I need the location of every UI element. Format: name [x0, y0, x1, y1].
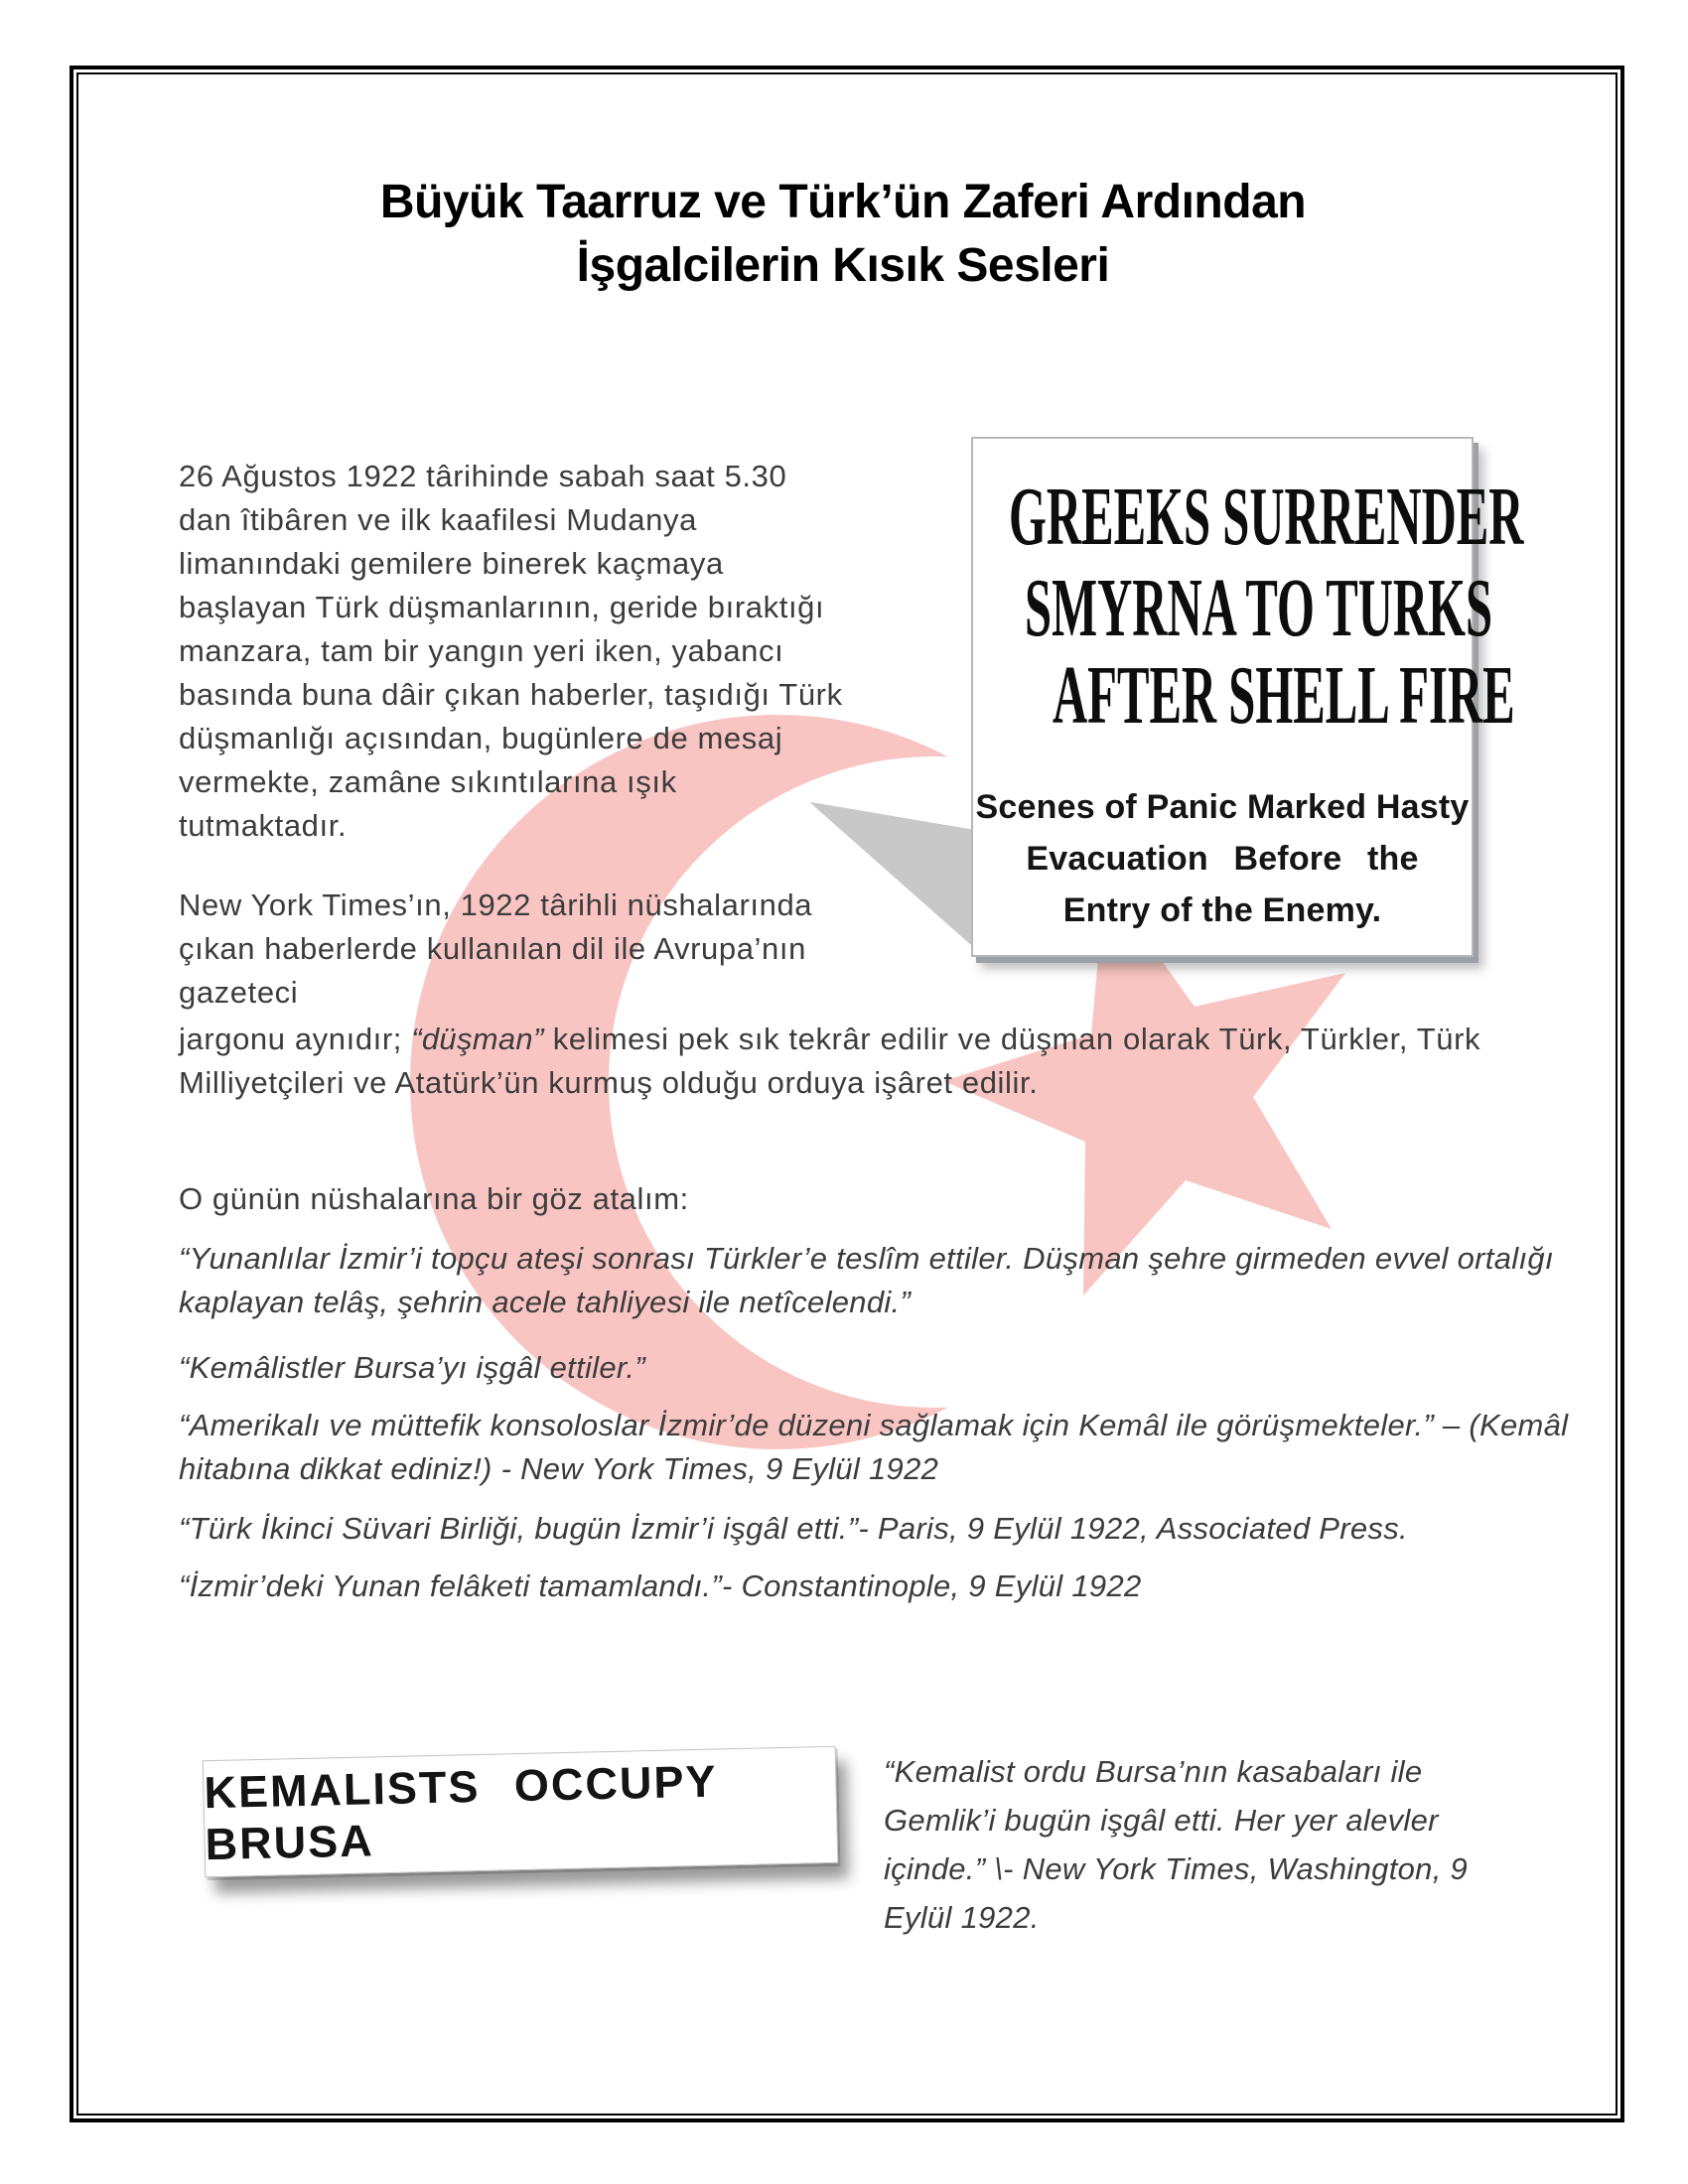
page-title-line1: Büyük Taarruz ve Türk’ün Zaferi Ardından [379, 176, 1307, 228]
newspaper-clipping-smyrna [971, 437, 1524, 957]
dusman-italic-word: “düşman” [411, 1022, 544, 1056]
clipping-headline-line3: AFTER SHELL FIRE [1053, 649, 1515, 742]
quote-izmir-surrender: “Yunanlılar İzmir’i topçu ateşi sonrası Türkler’e teslîm ettiler. Düşman şehre girmeden evvel ortalığı kaplayan telâş, şehrin acele tahliyesi ile netîcelendi.” [179, 1241, 1554, 1319]
clipping-subhead-line2: Evacuation Before the [1026, 840, 1419, 878]
clipping-subhead-line1: Scenes of Panic Marked Hasty [975, 788, 1470, 826]
page-title-line2: İşgalcilerin Kısık Sesleri [576, 239, 1110, 292]
page-title [70, 171, 1617, 298]
nyt-paragraph-narrow: New York Times’ın, 1922 târihli nüshalarında çıkan haberlerde kullanılan dil ile Avrupa’nın gazeteci [179, 887, 813, 1010]
quote-consuls-kemal: “Amerikalı ve müttefik konsoloslar İzmir’de düzeni sağlamak için Kemâl ile görüşmekteler.” – (Kemâl hitabına dikkat ediniz!) - New York Times, 9 Eylül 1922 [179, 1408, 1569, 1486]
quote-greek-disaster: “İzmir’deki Yunan felâketi tamamlandı.”- Constantinople, 9 Eylül 1922 [179, 1569, 1142, 1603]
clipping-headline-line2: SMYRNA TO TURKS [1025, 562, 1493, 654]
newspaper-clipping-brusa [203, 1746, 839, 1877]
intro-paragraph: 26 Ağustos 1922 târihinde sabah saat 5.30 dan îtibâren ve ilk kaafilesi Mudanya limanındaki gemilere binerek kaçmaya başlayan Türk düşmanlarının, geride bıraktığı manzara, tam bir yangın yeri iken, yabancı basında buna dâir çıkan haberler, taşıdığı Türk düşmanlığı açısından, bugünlere de mesaj vermekte, zamâne sıkıntılarına ışık tutmaktadır. [179, 459, 843, 843]
quote-cavalry-izmir: “Türk İkinci Süvari Birliği, bugün İzmir’i işgâl etti.”- Paris, 9 Eylül 1922, Associated Press. [179, 1511, 1408, 1546]
lead-in-line: O günün nüshalarına bir göz atalım: [179, 1181, 689, 1216]
quote-bursa-occupied: “Kemâlistler Bursa’yı işgâl ettiler.” [179, 1350, 645, 1385]
nyt-paragraph-wide-pre: jargonu aynıdır; [179, 1022, 412, 1056]
brusa-headline: KEMALISTS OCCUPY BRUSA [203, 1755, 718, 1870]
clipping-headline-line1: GREEKS SURRENDER [1009, 471, 1524, 563]
quote-kemalist-army-gemlik: “Kemalist ordu Bursa’nın kasabaları ile Gemlik’i bugün işgâl etti. Her yer alevler içinde.” \- New York Times, Washington, 9 Eylül 1922. [884, 1754, 1469, 1935]
clipping-subhead-line3: Entry of the Enemy. [1062, 891, 1382, 929]
nyt-paragraph-wide-post: kelimesi pek sık tekrâr edilir ve düşman olarak Türk, Türkler, Türk Milliyetçileri ve Atatürk’ün kurmuş olduğu orduya işâret edilir. [179, 1022, 1481, 1100]
nyt-paragraph-wide [179, 1018, 1599, 1105]
